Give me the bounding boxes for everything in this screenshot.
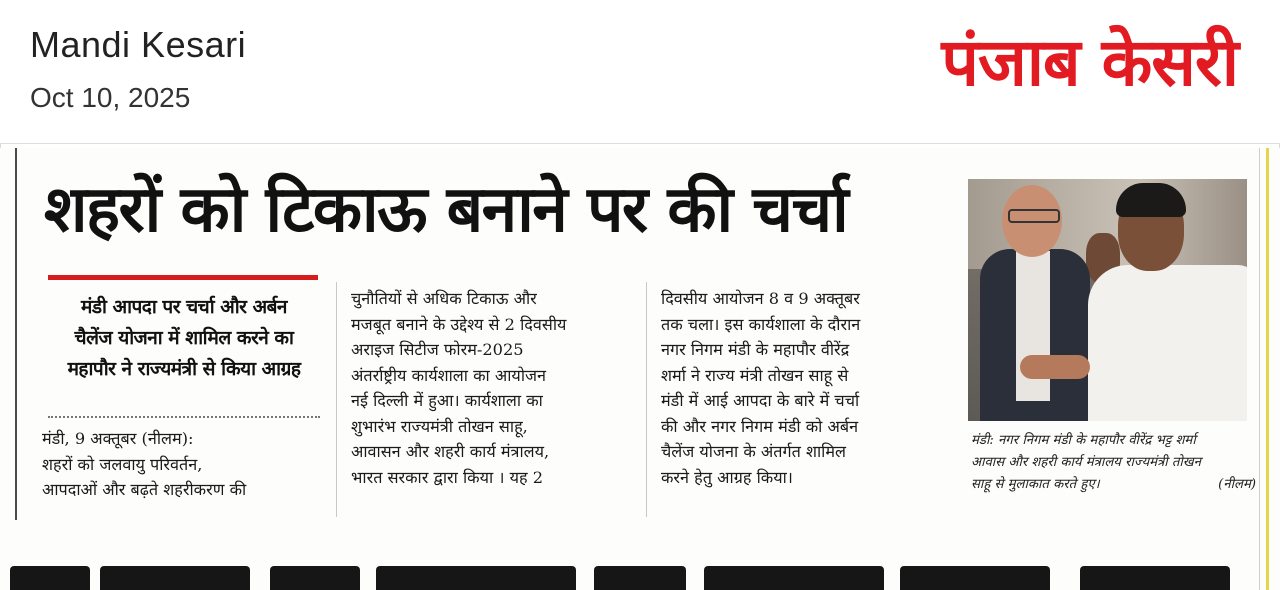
- cropped-glyph: [900, 566, 1050, 590]
- newspaper-logo: पंजाब केसरी: [941, 24, 1238, 101]
- column-line: नई दिल्ली में हुआ। कार्यशाला का: [351, 391, 543, 410]
- right-rule: [1266, 148, 1269, 590]
- cropped-glyph: [100, 566, 250, 590]
- photo-caption: [971, 430, 1256, 496]
- column-line: मंडी, 9 अक्तूबर (नीलम):: [42, 429, 194, 448]
- column-line: शहरों को जलवायु परिवर्तन,: [42, 454, 203, 474]
- photo-glasses: [1008, 209, 1060, 223]
- column-line: चैलेंज योजना के अंतर्गत शामिल: [661, 442, 847, 461]
- edition-name: Mandi Kesari: [30, 24, 247, 65]
- column-line: की और नगर निगम मंडी को अर्बन: [661, 416, 859, 436]
- column-line: शुभारंभ राज्यमंत्री तोखन साहू,: [351, 416, 528, 436]
- next-headline-cropped: [4, 544, 1254, 590]
- cropped-glyph: [10, 566, 90, 590]
- column-line: मंडी में आई आपदा के बारे में चर्चा: [661, 391, 860, 410]
- cropped-glyph: [1080, 566, 1230, 590]
- header: [0, 0, 1280, 144]
- newspaper-clipping: [0, 148, 1280, 590]
- edition-date: Oct 10, 2025: [30, 82, 191, 113]
- photo-person-right: [1088, 265, 1247, 421]
- caption-text: साहू से मुलाकात करते हुए।: [971, 477, 1100, 492]
- article-column-3: [661, 286, 941, 490]
- right-rule-thin: [1259, 148, 1260, 590]
- column-line: आपदाओं और बढ़ते शहरीकरण की: [42, 480, 247, 499]
- subheadline-line: चैलेंज योजना में शामिल करने का: [74, 327, 294, 349]
- article-column-1: [42, 426, 320, 503]
- column-line: तक चला। इस कार्यशाला के दौरान: [661, 314, 861, 334]
- column-line: करने हेतु आग्रह किया।: [661, 467, 793, 487]
- cropped-glyph: [376, 566, 576, 590]
- column-divider: [336, 282, 337, 517]
- article-subheadline: [48, 292, 320, 385]
- column-divider: [646, 282, 647, 517]
- column-line: शर्मा ने राज्य मंत्री तोखन साहू से: [661, 365, 849, 385]
- column-line: चुनौतियों से अधिक टिकाऊ और: [351, 289, 537, 308]
- caption-line: आवास और शहरी कार्य मंत्रालय राज्यमंत्री तोखन: [971, 455, 1201, 470]
- column-line: अंतर्राष्ट्रीय कार्यशाला का आयोजन: [351, 365, 547, 385]
- column-line: भारत सरकार द्वारा किया । यह 2: [351, 467, 544, 487]
- cropped-glyph: [704, 566, 884, 590]
- column-line: आवासन और शहरी कार्य मंत्रालय,: [351, 442, 550, 461]
- photo-hair: [1116, 183, 1186, 217]
- column-line: दिवसीय आयोजन 8 व 9 अक्तूबर: [661, 289, 860, 308]
- subheadline-line: मंडी आपदा पर चर्चा और अर्बन: [81, 296, 287, 318]
- article-headline: शहरों को टिकाऊ बनाने पर की चर्चा: [44, 173, 848, 247]
- article-column-2: [351, 286, 630, 490]
- column-line: नगर निगम मंडी के महापौर वीरेंद्र: [661, 340, 850, 359]
- column-line: अराइज सिटीज फोरम-2025: [351, 340, 524, 359]
- caption-line: [971, 474, 1256, 496]
- caption-line: मंडी: नगर निगम मंडी के महापौर वीरेंद्र भट्ट शर्मा: [971, 433, 1196, 448]
- column-line: मजबूत बनाने के उद्देश्य से 2 दिवसीय: [351, 314, 567, 334]
- dotted-divider: [48, 416, 320, 418]
- subhead-red-bar: [48, 275, 318, 280]
- cropped-glyph: [270, 566, 360, 590]
- photo-credit: (नीलम): [1218, 477, 1256, 492]
- subheadline-line: महापौर ने राज्यमंत्री से किया आग्रह: [67, 358, 301, 380]
- news-photo: [968, 179, 1247, 421]
- left-rule: [15, 148, 17, 520]
- photo-handshake: [1020, 355, 1090, 379]
- cropped-glyph: [594, 566, 686, 590]
